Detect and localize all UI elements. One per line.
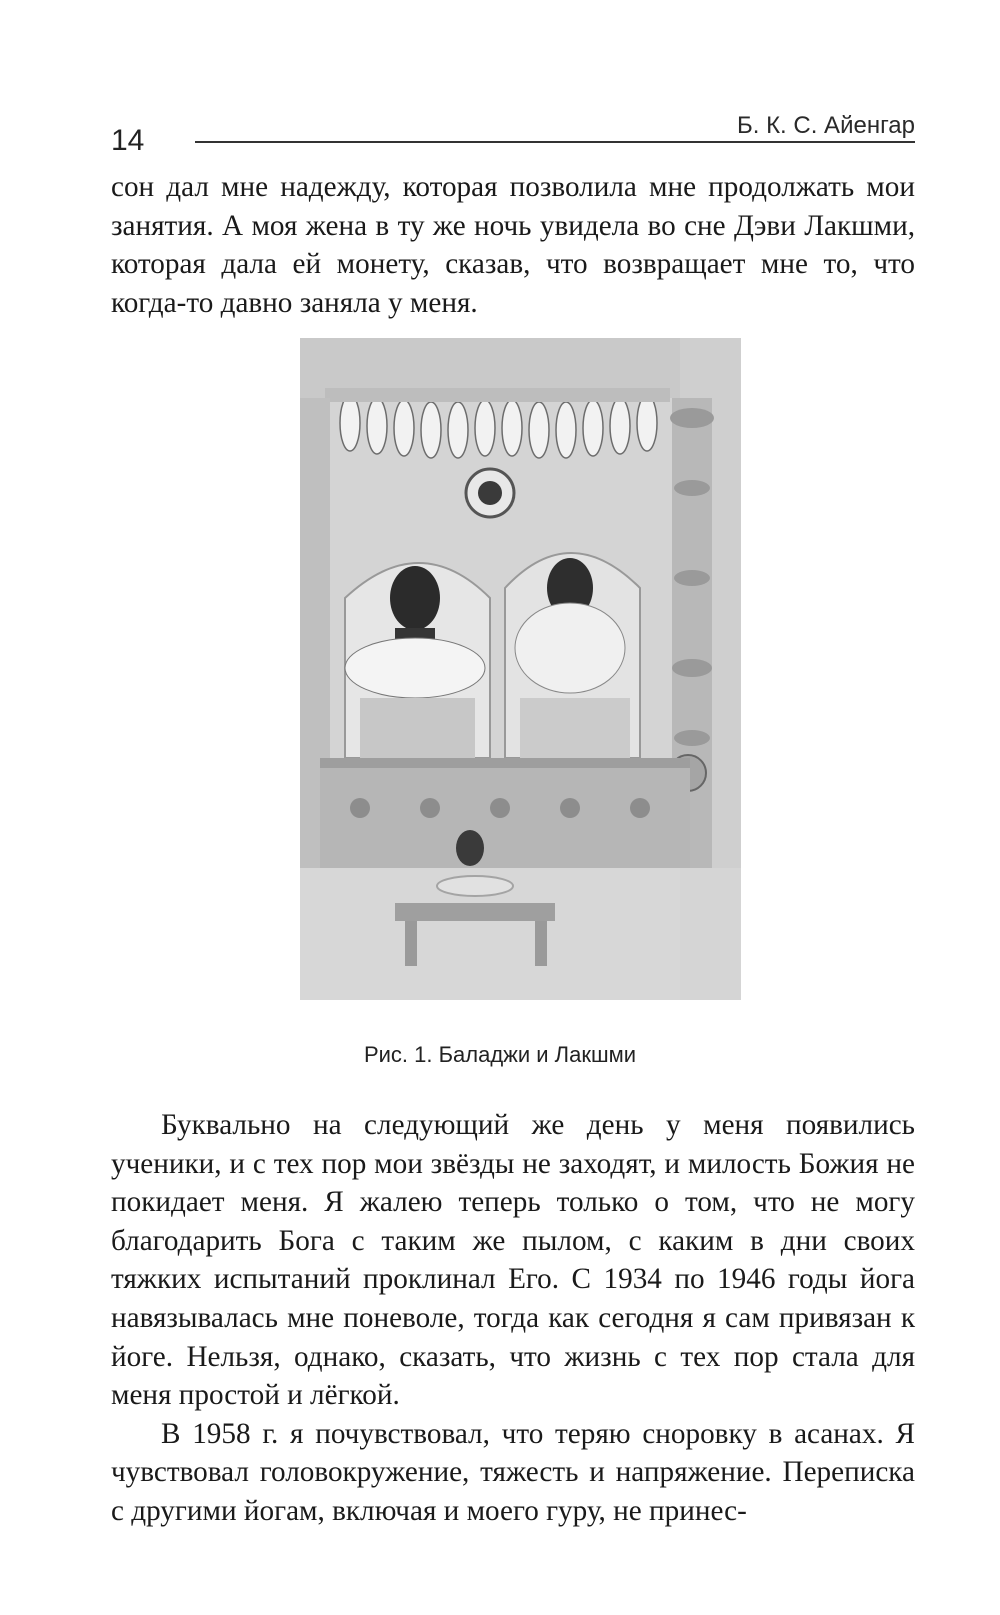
figure-caption: Рис. 1. Баладжи и Лакшми xyxy=(363,1042,637,1067)
body-text-top xyxy=(111,168,915,322)
header-rule xyxy=(195,141,915,143)
shrine-photo xyxy=(300,338,741,1000)
page-header xyxy=(111,112,915,160)
body-text-bottom xyxy=(111,1106,915,1531)
paragraph: сон дал мне надежду, которая позволила мне продолжать мои занятия. А моя жена в ту же ночь увидела во сне Дэви Лакшми, которая дала ей монету, сказав, что возвращает мне то, что когда-то давно заняла у меня. xyxy=(111,171,915,319)
figure-photo xyxy=(300,338,741,1000)
page-number: 14 xyxy=(111,124,145,157)
paragraph: Буквально на следующий же день у меня появились ученики, и с тех пор мои звёзды не заходят, и милость Божия не покидает меня. Я жалею теперь только о том, что не могу благодарить Бога с таким же пылом, с каким в дни своих тяжких испытаний проклинал Его. С 1934 по 1946 годы йога навязывалась мне поневоле, тогда как сегодня я сам привязан к йоге. Нельзя, однако, сказать, что жизнь с тех пор стала для меня простой и лёгкой. xyxy=(111,1109,915,1412)
paragraph: В 1958 г. я почувствовал, что теряю сноровку в асанах. Я чувствовал головокружение, тяжесть и напряжение. Переписка с другими йогам, включая и моего гуру, не принес- xyxy=(111,1417,915,1527)
running-head: Б. К. С. Айенгар xyxy=(736,112,915,139)
